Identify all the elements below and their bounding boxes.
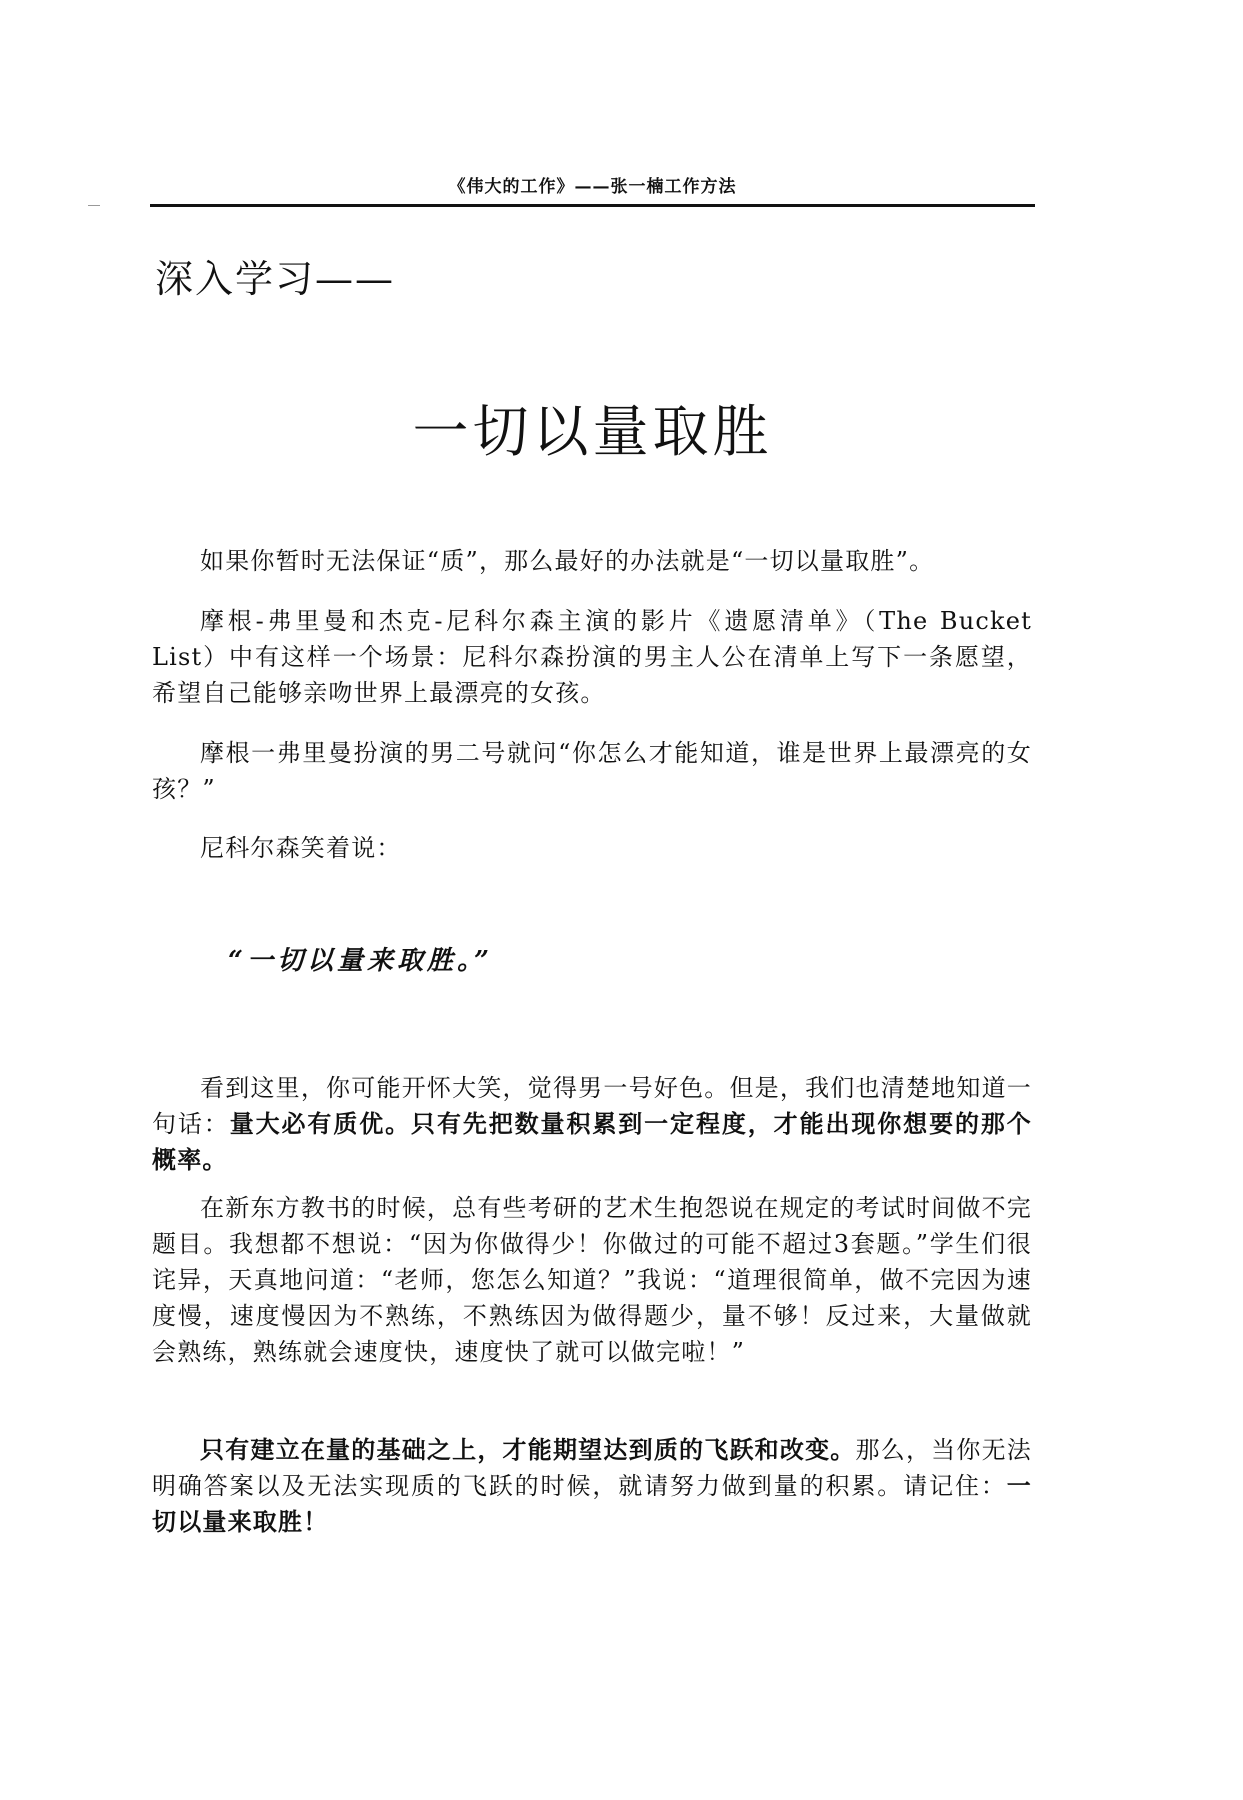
- chapter-title: 一切以量取胜: [412, 400, 773, 465]
- paragraph-6: 在新东方教书的时候，总有些考研的艺术生抱怨说在规定的考试时间做不完题目。我想都不想说：“因为你做得少！你做过的可能不超过3套题。”学生们很诧异，天真地问道：“老师，您怎么知道？”我说：“道理很简单，做不完因为速度慢，速度慢因为不熟练，不熟练因为做得题少，量不够！反过来，大量做就会熟练，熟练就会速度快，速度快了就可以做完啦！”: [152, 1194, 1032, 1366]
- scan-mark: [88, 205, 100, 206]
- paragraph-3: 摩根一弗里曼扮演的男二号就问“你怎么才能知道，谁是世界上最漂亮的女孩？”: [152, 739, 1032, 803]
- paragraph-5-emphasis: 量大必有质优。只有先把数量积累到一定程度，才能出现你想要的那个概率。: [152, 1110, 1032, 1174]
- paragraph-1: 如果你暂时无法保证“质”，那么最好的办法就是“一切以量取胜”。: [200, 547, 935, 575]
- running-header: 《伟大的工作》——张一楠工作方法: [448, 177, 737, 197]
- paragraph-2: 摩根-弗里曼和杰克-尼科尔森主演的影片《遗愿清单》（The Bucket List）中有这样一个场景：尼科尔森扮演的男主人公在清单上写下一条愿望，希望自己能够亲吻世界上最漂亮的女孩。: [152, 607, 1032, 707]
- paragraph-7-closing: 一切以量来取胜！: [152, 1472, 1032, 1536]
- paragraph-5: [152, 1070, 1032, 1178]
- paragraph-4: 尼科尔森笑着说：: [200, 834, 402, 862]
- header-rule: [150, 204, 1035, 207]
- section-label: 深入学习——: [155, 257, 396, 301]
- paragraph-7-emphasis: 只有建立在量的基础之上，才能期望达到质的飞跃和改变。: [200, 1436, 856, 1464]
- pull-quote: “一切以量来取胜。”: [228, 946, 493, 976]
- paragraph-5-text: 看到这里，你可能开怀大笑，觉得男一号好色。但是，我们也清楚地知道一句话：: [152, 1074, 1032, 1138]
- paragraph-7-text: 那么，当你无法明确答案以及无法实现质的飞跃的时候，就请努力做到量的积累。请记住：: [152, 1436, 1032, 1500]
- paragraph-7: [152, 1432, 1032, 1540]
